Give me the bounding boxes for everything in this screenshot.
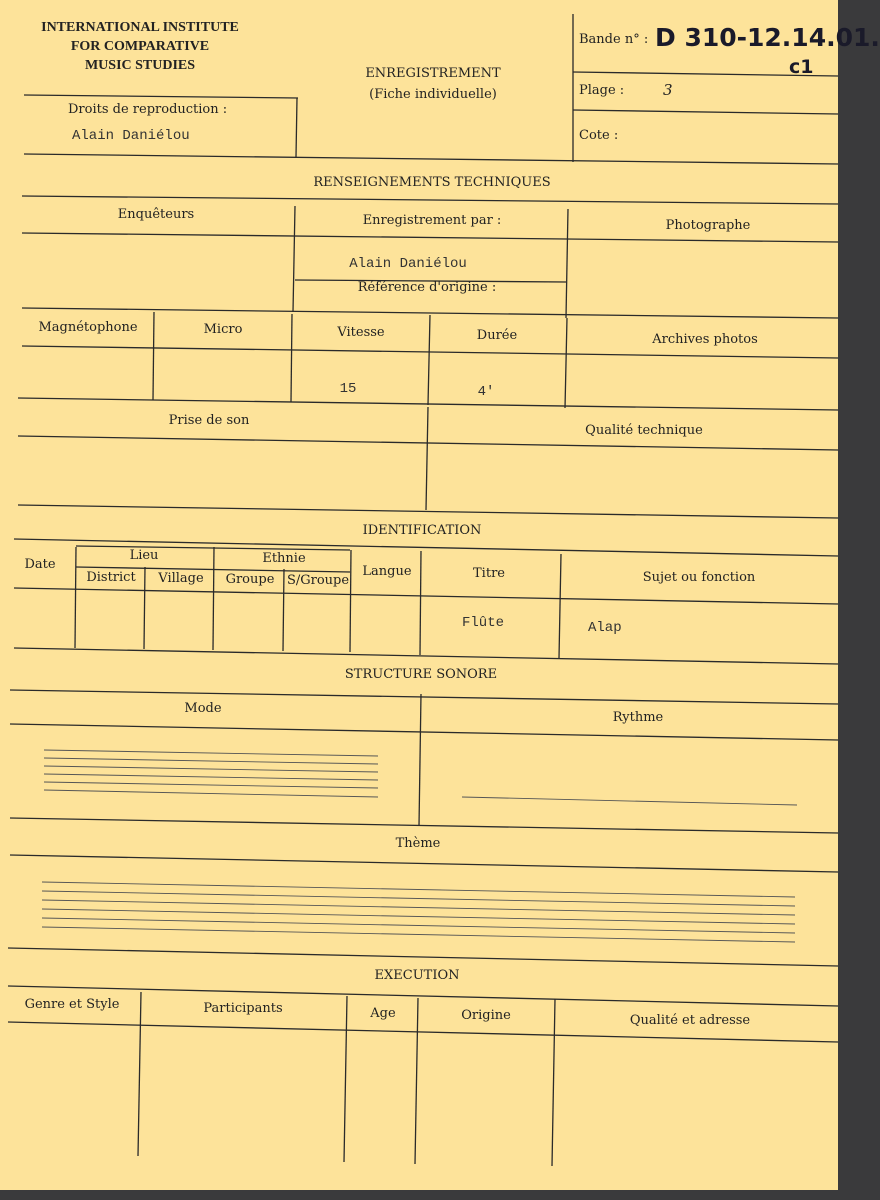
sgroupe-label: S/Groupe xyxy=(286,573,350,588)
theme-heading: Thème xyxy=(395,836,441,851)
prise-de-son-label: Prise de son xyxy=(168,413,250,428)
renseignements-heading: RENSEIGNEMENTS TECHNIQUES xyxy=(313,175,551,190)
mode-label: Mode xyxy=(184,701,222,716)
titre-value: Flûte xyxy=(461,615,505,631)
plage-label: Plage : xyxy=(579,83,625,98)
plage-value: 3 xyxy=(663,81,673,99)
village-label: Village xyxy=(158,571,204,586)
micro-label: Micro xyxy=(203,322,243,337)
titre-label: Titre xyxy=(473,566,505,581)
archives-photos-label: Archives photos xyxy=(652,332,758,347)
enqueteurs-label: Enquêteurs xyxy=(117,207,195,222)
bande-label: Bande n° : xyxy=(579,32,649,47)
qualite-technique-label: Qualité technique xyxy=(585,423,703,438)
photographe-label: Photographe xyxy=(665,218,751,233)
duree-value: 4' xyxy=(477,384,495,400)
vitesse-value: 15 xyxy=(339,381,357,397)
district-label: District xyxy=(86,570,136,585)
groupe-label: Groupe xyxy=(225,572,275,587)
vitesse-label: Vitesse xyxy=(337,325,385,340)
enregistrement-heading: ENREGISTREMENT xyxy=(365,66,501,81)
langue-label: Langue xyxy=(362,564,412,579)
bande-suffix: c1 xyxy=(789,56,814,78)
sujet-value: Alap xyxy=(588,620,622,636)
execution-heading: EXECUTION xyxy=(374,968,460,983)
ethnie-label: Ethnie xyxy=(262,551,306,566)
enregistrement-par-value: Alain Daniélou xyxy=(349,256,467,272)
institute-line-2: FOR COMPARATIVE xyxy=(70,39,210,54)
structure-sonore-heading: STRUCTURE SONORE xyxy=(344,667,498,682)
participants-label: Participants xyxy=(203,1001,283,1016)
droits-label: Droits de reproduction : xyxy=(68,102,228,117)
cote-label: Cote : xyxy=(579,128,619,143)
rythme-label: Rythme xyxy=(612,710,664,725)
institute-line-3: MUSIC STUDIES xyxy=(84,58,196,73)
identification-heading: IDENTIFICATION xyxy=(362,523,482,538)
magnetophone-label: Magnétophone xyxy=(38,320,138,335)
genre-style-label: Genre et Style xyxy=(24,997,120,1012)
duree-label: Durée xyxy=(476,328,518,343)
qualite-adresse-label: Qualité et adresse xyxy=(629,1013,751,1028)
date-label: Date xyxy=(24,557,56,572)
lieu-label: Lieu xyxy=(129,548,159,563)
institute-line-1: INTERNATIONAL INSTITUTE xyxy=(41,20,239,35)
droits-value: Alain Daniélou xyxy=(72,128,190,144)
enregistrement-par-label: Enregistrement par : xyxy=(362,213,502,228)
sujet-label: Sujet ou fonction xyxy=(642,570,756,585)
reference-origine-label: Référence d'origine : xyxy=(357,280,497,295)
bande-value: D 310-12.14.01. xyxy=(655,23,880,52)
fiche-subtitle: (Fiche individuelle) xyxy=(369,87,497,102)
age-label: Age xyxy=(370,1006,396,1021)
origine-label: Origine xyxy=(461,1008,511,1023)
